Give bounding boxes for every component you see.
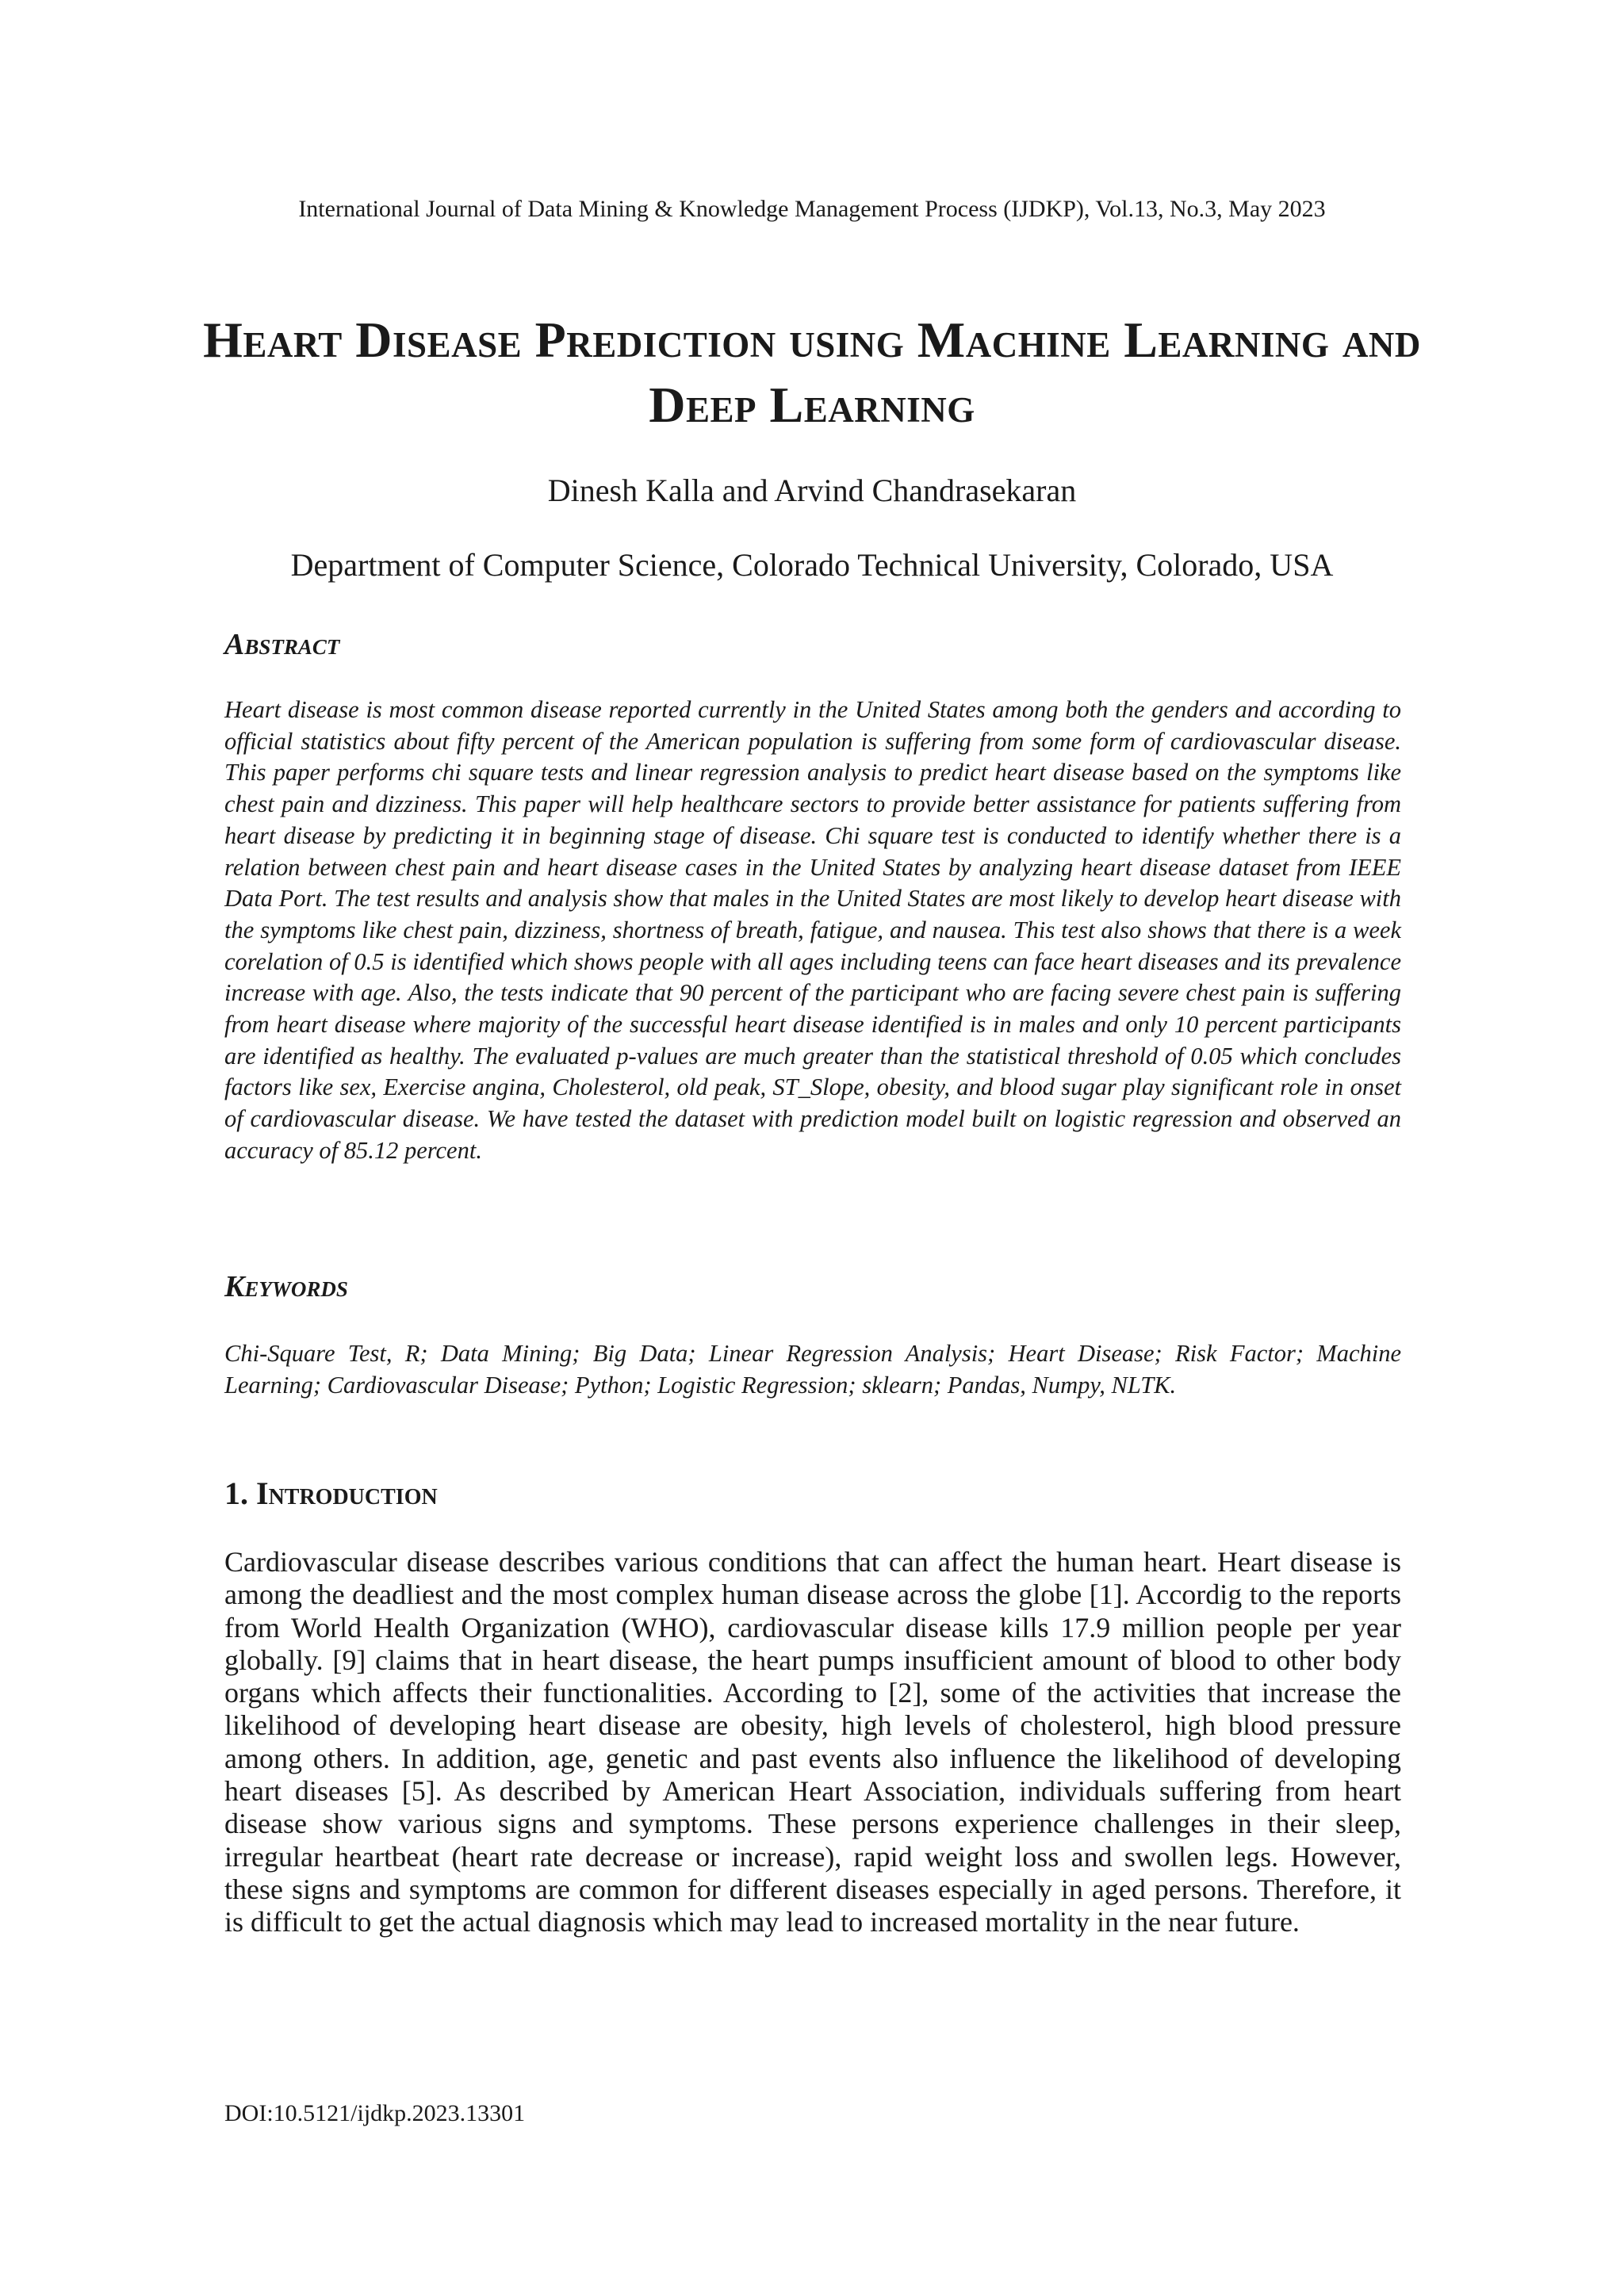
introduction-body: Cardiovascular disease describes various conditions that can affect the human heart. Heart disease is among the deadliest and the most complex human disease across the globe [1]. Accordig to the reports from World Health Organization (WHO), cardiovascular disease kills 17.9 million people per year globally. [9] claims that in heart disease, the heart pumps insufficient amount of blood to other body organs which affects their functionalities. According to [2], some of the activities that increase the likelihood of developing heart disease are obesity, high levels of cholesterol, high blood pressure among others. In addition, age, genetic and past events also influence the likelihood of developing heart diseases [5]. As described by American Heart Association, individuals suffering from heart disease show various signs and symptoms. These persons experience challenges in their sleep, irregular heartbeat (heart rate decrease or increase), rapid weight loss and swollen legs. However, these signs and symptoms are common for different diseases especially in aged persons. Therefore, it is difficult to get the actual diagnosis which may lead to increased mortality in the near future. xyxy=(224,1546,1401,1938)
paper-title: Heart Disease Prediction using Machine Learning and Deep Learning xyxy=(203,312,1421,433)
abstract-body: Heart disease is most common disease reported currently in the United States among both the genders and according to official statistics about fifty percent of the American population is suffering from some form of cardiovascular disease. This paper performs chi square tests and linear regression analysis to predict heart disease based on the symptoms like chest pain and dizziness. This paper will help healthcare sectors to provide better assistance for patients suffering from heart disease by predicting it in beginning stage of disease. Chi square test is conducted to identify whether there is a relation between chest pain and heart disease cases in the United States by analyzing heart disease dataset from IEEE Data Port. The test results and analysis show that males in the United States are most likely to develop heart disease with the symptoms like chest pain, dizziness, shortness of breath, fatigue, and nausea. This test also shows that there is a week corelation of 0.5 is identified which shows people with all ages including teens can face heart diseases and its prevalence increase with age. Also, the tests indicate that 90 percent of the participant who are facing severe chest pain is suffering from heart disease where majority of the successful heart disease identified is in males and only 10 percent participants are identified as healthy. The evaluated p-values are much greater than the statistical threshold of 0.05 which concludes factors like sex, Exercise angina, Cholesterol, old peak, ST_Slope, obesity, and blood sugar play significant role in onset of cardiovascular disease. We have tested the dataset with prediction model built on logistic regression and observed an accuracy of 85.12 percent. xyxy=(224,696,1401,1164)
author-list: Dinesh Kalla and Arvind Chandrasekaran xyxy=(547,473,1077,508)
doi-footer: DOI:10.5121/ijdkp.2023.13301 xyxy=(224,2100,526,2126)
author-affiliation: Department of Computer Science, Colorado Technical University, Colorado, USA xyxy=(290,547,1334,583)
abstract-heading: Abstract xyxy=(224,628,340,661)
running-header: International Journal of Data Mining & Knowledge Management Process (IJDKP), Vol.13, No.3, May 2023 xyxy=(298,196,1326,222)
keywords-body: Chi-Square Test, R; Data Mining; Big Data; Linear Regression Analysis; Heart Disease; Risk Factor; Machine Learning; Cardiovascular Disease; Python; Logistic Regression; sklearn; Pandas, Numpy, NLTK. xyxy=(224,1340,1401,1399)
keywords-heading: Keywords xyxy=(224,1270,348,1303)
introduction-heading: 1. Introduction xyxy=(224,1475,438,1511)
